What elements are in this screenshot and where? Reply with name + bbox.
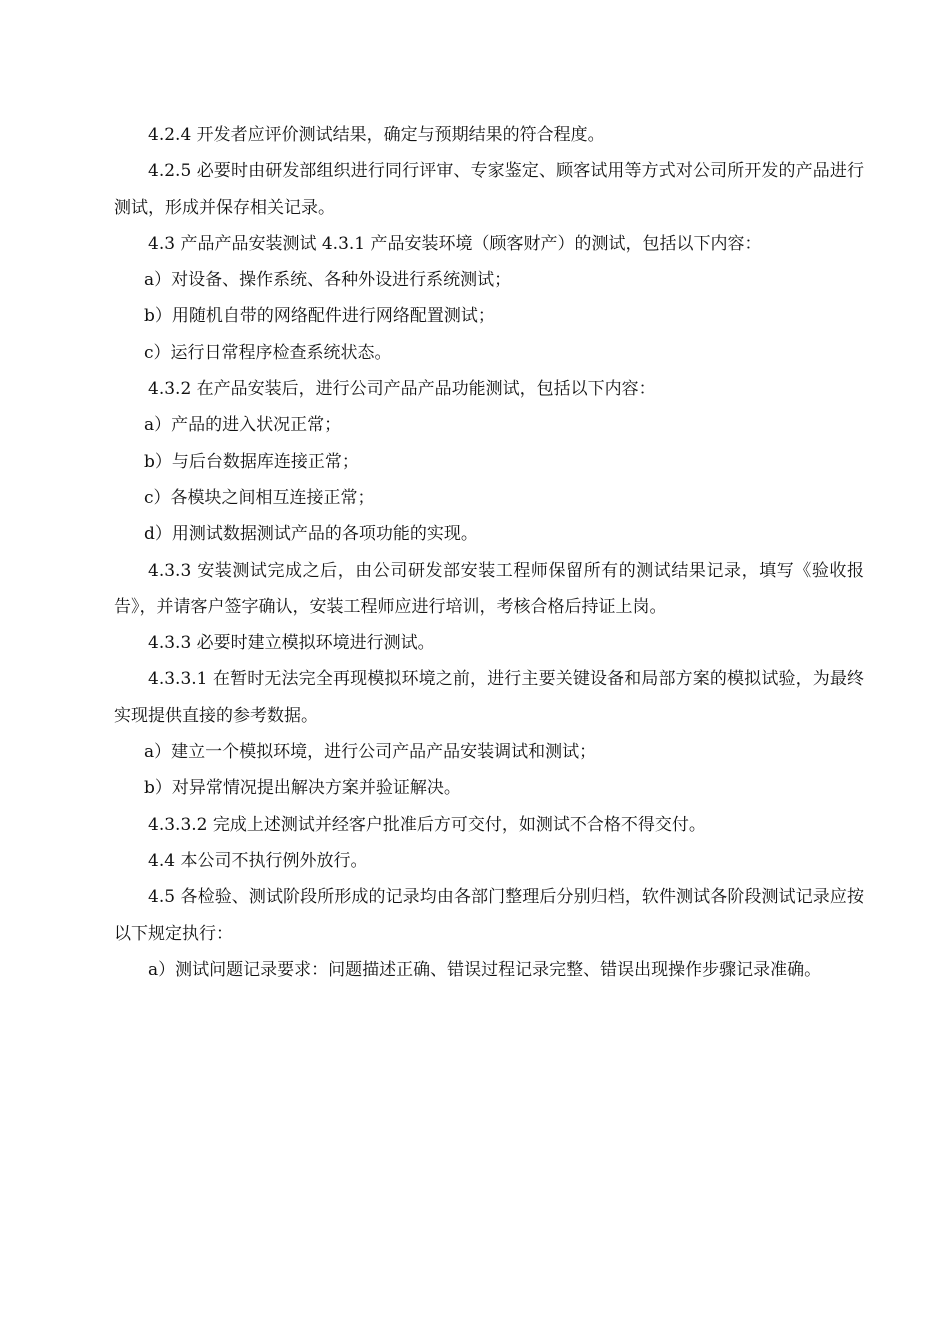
paragraph-4-2-5: 4.2.5 必要时由研发部组织进行同行评审、专家鉴定、顾客试用等方式对公司所开发的产品进行测试，形成并保存相关记录。 [114,161,864,218]
list-item-4-3-2-d: d）用测试数据测试产品的各项功能的实现。 [144,524,478,545]
list-item-4-3-2-b: b）与后台数据库连接正常； [144,451,359,472]
list-item-4-3-2-c: c）各模块之间相互连接正常； [144,487,375,508]
paragraph-4-2-4: 4.2.4 开发者应评价测试结果，确定与预期结果的符合程度。 [148,125,605,145]
paragraph-4-3-3-2: 4.3.3.2 完成上述测试并经客户批准后方可交付，如测试不合格不得交付。 [148,814,706,835]
list-item-4-3-1-b: b）用随机自带的网络配件进行网络配置测试； [144,306,495,327]
list-item-4-3-1-a: a）对设备、操作系统、各种外设进行系统测试； [144,270,512,291]
paragraph-4-3-3-simulation: 4.3.3 必要时建立模拟环境进行测试。 [148,633,435,654]
paragraph-4-5: 4.5 各检验、测试阶段所形成的记录均由各部门整理后分别归档，软件测试各阶段测试记录应按以下规定执行： [114,887,864,944]
paragraph-4-4: 4.4 本公司不执行例外放行。 [148,850,368,871]
paragraph-4-3-2: 4.3.2 在产品安装后，进行公司产品产品功能测试，包括以下内容： [148,379,656,400]
list-item-4-3-2-a: a）产品的进入状况正常； [144,415,342,436]
paragraph-4-3: 4.3 产品产品安装测试 4.3.1 产品安装环境（顾客财产）的测试，包括以下内容： [148,233,762,254]
list-item-4-3-3-1-a: a）建立一个模拟环境，进行公司产品产品安装调试和测试； [144,742,597,763]
paragraph-4-3-3-install: 4.3.3 安装测试完成之后，由公司研发部安装工程师保留所有的测试结果记录，填写《验收报告》，并请客户签字确认，安装工程师应进行培训，考核合格后持证上岗。 [114,560,864,617]
list-item-4-3-3-1-b: b）对异常情况提出解决方案并验证解决。 [144,778,461,799]
list-item-4-3-1-c: c）运行日常程序检查系统状态。 [144,342,392,363]
list-item-4-5-a: a）测试问题记录要求：问题描述正确、错误过程记录完整、错误出现操作步骤记录准确。 [148,959,822,980]
paragraph-4-3-3-1: 4.3.3.1 在暂时无法完全再现模拟环境之前，进行主要关键设备和局部方案的模拟试验，为最终实现提供直接的参考数据。 [114,669,864,726]
document-body [114,117,864,988]
